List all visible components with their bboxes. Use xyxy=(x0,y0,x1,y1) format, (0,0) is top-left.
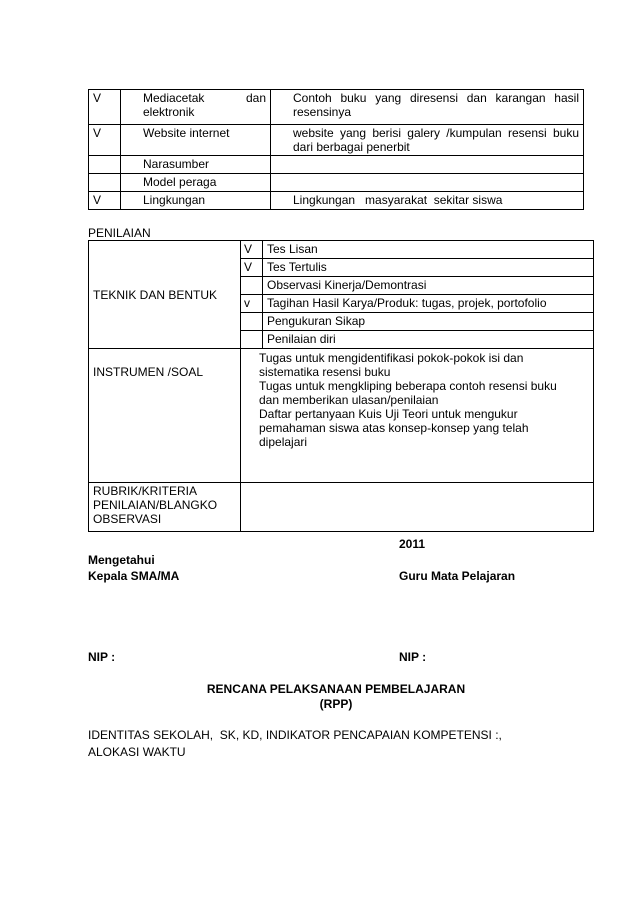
media-desc: Lingkungan masyarakat sekitar siswa xyxy=(271,192,584,210)
rubrik-line: PENILAIAN/BLANGKO xyxy=(93,498,218,512)
media-name: Mediacetak dan elektronik xyxy=(121,90,271,125)
teknik-item: Observasi Kinerja/Demontrasi xyxy=(263,277,594,295)
rubrik-value xyxy=(241,483,594,532)
teknik-item: Tes Lisan xyxy=(263,241,594,259)
nip-left: NIP : xyxy=(88,650,116,664)
table-row xyxy=(89,156,584,174)
instrumen-label xyxy=(89,349,241,483)
media-name: Website internet xyxy=(121,125,271,156)
media-mark: V xyxy=(89,192,121,210)
table-row xyxy=(89,192,584,210)
instrumen-line: sistematika resensi buku xyxy=(259,365,391,379)
nip-right: NIP : xyxy=(399,650,427,664)
teknik-item: Tes Tertulis xyxy=(263,259,594,277)
penilaian-label: PENILAIAN xyxy=(88,226,151,240)
identitas-line-2: ALOKASI WAKTU xyxy=(88,745,186,759)
year: 2011 xyxy=(399,537,426,551)
media-name: Narasumber xyxy=(121,156,271,174)
instrumen-line: dipelajari xyxy=(259,435,308,449)
kepala-sekolah: Kepala SMA/MA xyxy=(88,569,180,583)
teknik-mark: V xyxy=(241,241,263,259)
instrumen-line: Tugas untuk mengidentifikasi pokok-pokok isi dan xyxy=(259,351,524,365)
instrumen-line: pemahaman siswa atas konsep-konsep yang telah xyxy=(259,421,529,435)
media-desc: Contoh buku yang diresensi dan karangan hasil resensinya xyxy=(271,90,584,125)
teknik-mark xyxy=(241,313,263,331)
media-desc xyxy=(271,174,584,192)
instrumen-line: dan memberikan ulasan/penilaian xyxy=(259,393,439,407)
table-row xyxy=(89,125,584,156)
table-row xyxy=(89,90,584,125)
rubrik-line: RUBRIK/KRITERIA xyxy=(93,484,198,498)
instrumen-line: Daftar pertanyaan Kuis Uji Teori untuk mengukur xyxy=(259,407,518,421)
media-mark: V xyxy=(89,90,121,125)
teknik-mark xyxy=(241,331,263,349)
guru-mata-pelajaran: Guru Mata Pelajaran xyxy=(399,569,516,583)
rubrik-line: OBSERVASI xyxy=(93,512,162,526)
table-row xyxy=(89,241,594,259)
instrumen-content xyxy=(241,349,594,483)
teknik-item: Tagihan Hasil Karya/Produk: tugas, projek, portofolio xyxy=(263,295,594,313)
teknik-mark xyxy=(241,277,263,295)
identitas-line-1: IDENTITAS SEKOLAH, SK, KD, INDIKATOR PENCAPAIAN KOMPETENSI :, xyxy=(88,728,502,742)
media-name: Lingkungan xyxy=(121,192,271,210)
media-mark xyxy=(89,156,121,174)
rpp-subtitle: (RPP) xyxy=(319,697,353,711)
media-mark xyxy=(89,174,121,192)
table-row xyxy=(89,483,594,532)
instrumen-line: Tugas untuk mengkliping beberapa contoh resensi buku xyxy=(259,379,557,393)
teknik-item: Penilaian diri xyxy=(263,331,594,349)
teknik-label: TEKNIK DAN BENTUK xyxy=(89,241,241,349)
rpp-title: RENCANA PELAKSANAAN PEMBELAJARAN xyxy=(206,682,466,696)
rubrik-label xyxy=(89,483,241,532)
teknik-item: Pengukuran Sikap xyxy=(263,313,594,331)
media-desc xyxy=(271,156,584,174)
media-mark: V xyxy=(89,125,121,156)
instrumen-label-text: INSTRUMEN /SOAL xyxy=(93,365,204,379)
teknik-mark: v xyxy=(241,295,263,313)
table-row xyxy=(89,349,594,483)
mengetahui: Mengetahui xyxy=(88,553,155,567)
media-table xyxy=(88,89,584,210)
media-desc: website yang berisi galery /kumpulan resensi buku dari berbagai penerbit xyxy=(271,125,584,156)
teknik-mark: V xyxy=(241,259,263,277)
table-row xyxy=(89,174,584,192)
media-name: Model peraga xyxy=(121,174,271,192)
penilaian-table xyxy=(88,240,594,532)
